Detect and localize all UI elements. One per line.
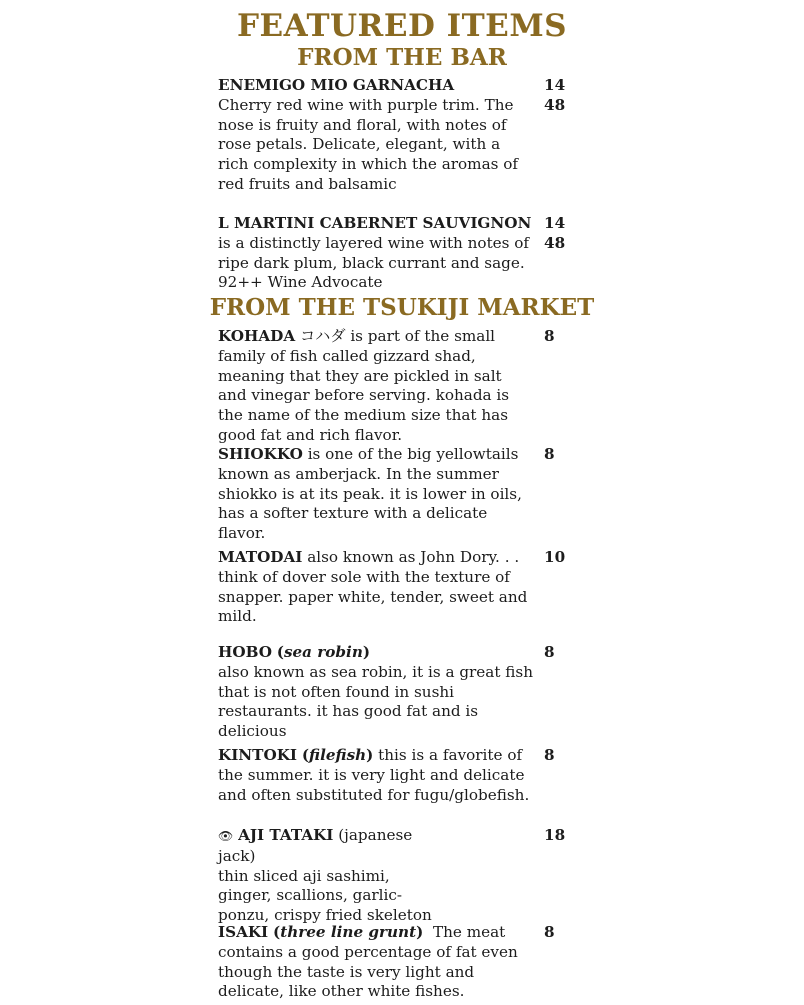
item-price: 8 bbox=[544, 643, 555, 661]
item-desc: The meat contains a good percentage of fat even though the taste is very light and delicate, like other white fishes. bbox=[218, 923, 518, 1001]
market-item-kohada bbox=[218, 327, 534, 446]
item-name: KOHADA bbox=[218, 327, 296, 345]
item-desc: this is a favorite of the summer. it is very light and delicate and often substituted for fugu/globefish. bbox=[218, 746, 530, 804]
item-jp-name: コハダ bbox=[299, 327, 346, 345]
item-name: KINTOKI bbox=[218, 746, 298, 764]
item-price: 18 bbox=[544, 826, 566, 844]
price-bottle: 48 bbox=[544, 233, 566, 252]
page-title: FEATURED ITEMS bbox=[236, 8, 568, 44]
market-item-isaki: ISAKI (three line grunt) The meat contains a good percentage of fat even though the taste is very light and delicate, like other white fishes. bbox=[218, 923, 518, 1001]
bar-item-enemigo bbox=[218, 76, 534, 195]
item-price: 8 bbox=[544, 327, 555, 345]
market-item-aji-tataki bbox=[218, 826, 448, 926]
item-desc: also known as John Dory. . . think of dover sole with the texture of snapper. paper white, tender, sweet and mild. bbox=[218, 548, 528, 626]
price-bottle: 48 bbox=[544, 95, 566, 114]
item-name: HOBO bbox=[218, 643, 272, 661]
market-section-heading: FROM THE TSUKIJI MARKET bbox=[209, 294, 595, 321]
item-name: L MARTINI CABERNET SAUVIGNON bbox=[218, 214, 532, 232]
item-alt-name: three line grunt bbox=[280, 923, 417, 941]
market-item-kintoki: KINTOKI (filefish) this is a favorite of the summer. it is very light and delicate and often substituted for fugu/globefish. bbox=[218, 746, 530, 804]
item-name: SHIOKKO bbox=[218, 445, 303, 463]
bar-item-martini bbox=[218, 214, 534, 293]
bar-item-martini-prices bbox=[544, 214, 565, 254]
bar-section-heading: FROM THE BAR bbox=[297, 44, 507, 71]
item-name: MATODAI bbox=[218, 548, 303, 566]
item-name: ISAKI bbox=[218, 923, 269, 941]
eye-icon: 👁 bbox=[218, 829, 234, 843]
item-desc: also known as sea robin, it is a great fish that is not often found in sushi restaurants. it has good fat and is delicious bbox=[218, 662, 533, 741]
item-desc: Cherry red wine with purple trim. The nose is fruity and floral, with notes of rose petals. Delicate, elegant, with a rich complexity in which the aromas of red fruits and balsamic bbox=[218, 95, 519, 193]
item-sub: (japanese jack) bbox=[218, 826, 413, 865]
item-price: 10 bbox=[544, 548, 566, 566]
market-item-shiokko bbox=[218, 445, 534, 544]
item-desc: thin sliced aji sashimi, ginger, scallions, garlic-ponzu, crispy fried skeleton bbox=[218, 866, 432, 925]
item-price: 8 bbox=[544, 445, 555, 463]
item-price: 8 bbox=[544, 923, 555, 941]
item-desc: is part of the small family of fish called gizzard shad, meaning that they are pickled in salt and vinegar before serving. kohada is the name of the medium size that has good fat and rich flavor. bbox=[218, 327, 510, 444]
price-glass: 14 bbox=[544, 214, 566, 232]
item-price: 8 bbox=[544, 746, 555, 764]
bar-item-enemigo-prices bbox=[544, 76, 565, 116]
item-desc: is a distinctly layered wine with notes of ripe dark plum, black currant and sage. 92++ Wine Advocate bbox=[218, 233, 530, 292]
item-alt-name: sea robin bbox=[283, 643, 363, 661]
item-name: AJI TATAKI bbox=[238, 826, 334, 844]
item-name: ENEMIGO MIO GARNACHA bbox=[218, 76, 455, 94]
price-glass: 14 bbox=[544, 76, 566, 94]
item-alt-name: filefish bbox=[309, 746, 367, 764]
market-item-hobo: HOBO (sea robin) also known as sea robin, it is a great fish that is not often found in sushi restaurants. it has good fat and is delicious bbox=[218, 643, 533, 741]
item-desc: is one of the big yellowtails known as amberjack. In the summer shiokko is at its peak. it is lower in oils, has a softer texture with a delicate flavor. bbox=[218, 445, 522, 543]
market-item-matodai bbox=[218, 548, 534, 627]
